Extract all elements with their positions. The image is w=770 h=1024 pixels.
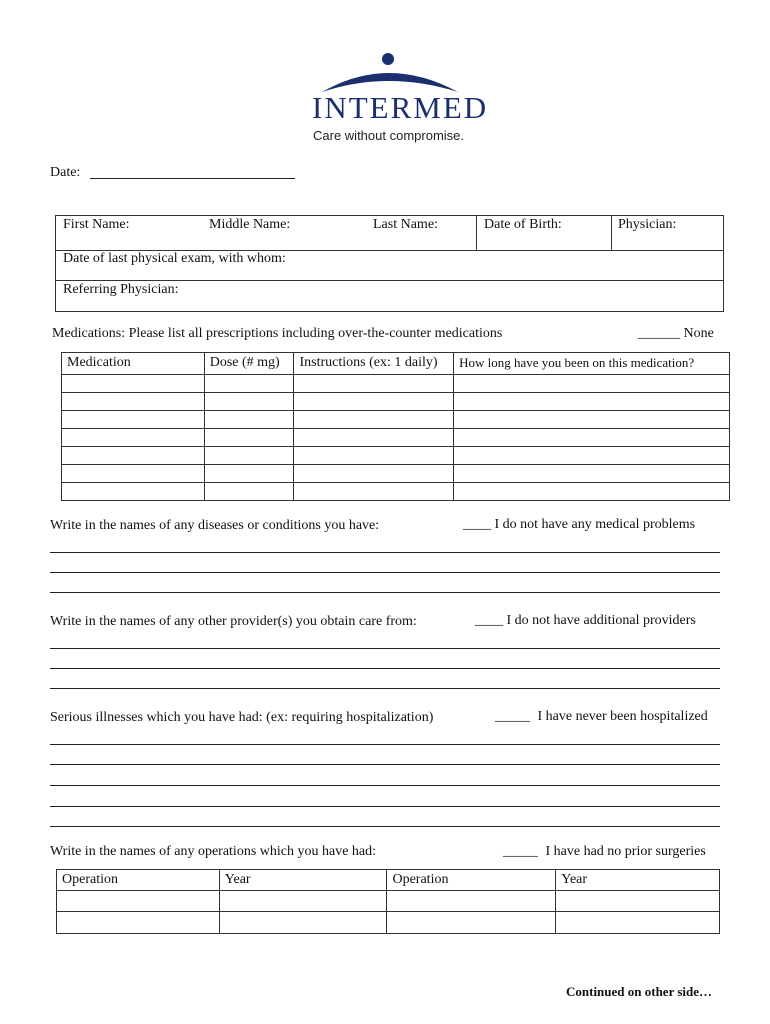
last-exam-field[interactable]: Date of last physical exam, with whom: [63,251,286,266]
no-medical-problems-option[interactable] [463,517,695,533]
date-field[interactable] [90,178,295,179]
col-operation: Operation [387,870,556,891]
illnesses-line[interactable] [50,785,720,786]
patient-info-box [55,215,724,312]
col-medication: Medication [62,353,205,375]
table-row[interactable] [57,912,720,934]
col-year: Year [219,870,387,891]
table-row[interactable] [62,483,730,501]
referring-physician-field[interactable]: Referring Physician: [63,282,179,297]
intermed-logo [300,48,489,148]
table-row[interactable] [62,393,730,411]
medications-heading: Medications: Please list all prescriptions including over-the-counter medications [52,326,503,341]
option-label: I have never been hospitalized [537,709,708,724]
col-year: Year [556,870,720,891]
illnesses-line[interactable] [50,744,720,745]
no-additional-providers-option[interactable] [475,613,696,629]
col-operation: Operation [57,870,220,891]
providers-prompt: Write in the names of any other provider(s) you obtain care from: [50,614,417,629]
logo-name: INTERMED [312,90,489,125]
continued-note: Continued on other side… [566,984,713,999]
medications-none-option[interactable] [638,326,714,342]
providers-line[interactable] [50,648,720,649]
col-dose: Dose (# mg) [204,353,294,375]
diseases-line[interactable] [50,592,720,593]
medications-table [61,352,730,501]
option-label: I do not have any medical problems [494,517,696,532]
diseases-line[interactable] [50,552,720,553]
logo-tagline: Care without compromise. [313,128,464,143]
table-row[interactable] [62,375,730,393]
option-label: I do not have additional providers [506,613,696,628]
never-hospitalized-option[interactable] [495,709,708,725]
providers-line[interactable] [50,688,720,689]
table-row[interactable] [62,411,730,429]
illnesses-prompt: Serious illnesses which you have had: (ex: requiring hospitalization) [50,710,434,725]
table-header-row [62,353,730,375]
date-label: Date: [50,165,81,180]
illnesses-line[interactable] [50,764,720,765]
diseases-line[interactable] [50,572,720,573]
col-duration: How long have you been on this medication? [454,353,730,375]
option-blank: ____ [463,517,491,532]
option-blank: _____ [495,709,530,724]
physician-field[interactable]: Physician: [618,217,677,232]
option-blank: ____ [475,613,503,628]
exam-row-divider [56,280,723,281]
table-row[interactable] [62,429,730,447]
none-label: None [683,326,714,341]
table-header-row [57,870,720,891]
illnesses-line[interactable] [50,826,720,827]
date-of-birth-field[interactable]: Date of Birth: [484,217,562,232]
middle-name-field[interactable]: Middle Name: [209,217,291,232]
diseases-prompt: Write in the names of any diseases or conditions you have: [50,518,380,533]
table-row[interactable] [62,465,730,483]
illnesses-line[interactable] [50,806,720,807]
table-row[interactable] [57,891,720,912]
operations-table [56,869,720,934]
operations-prompt: Write in the names of any operations which you have had: [50,844,377,859]
table-row[interactable] [62,447,730,465]
first-name-field[interactable]: First Name: [63,217,130,232]
no-prior-surgeries-option[interactable] [503,844,706,860]
option-label: I have had no prior surgeries [545,844,706,859]
last-name-field[interactable]: Last Name: [373,217,438,232]
none-blank: ______ [638,326,680,341]
col-instructions: Instructions (ex: 1 daily) [294,353,454,375]
option-blank: _____ [503,844,538,859]
providers-line[interactable] [50,668,720,669]
